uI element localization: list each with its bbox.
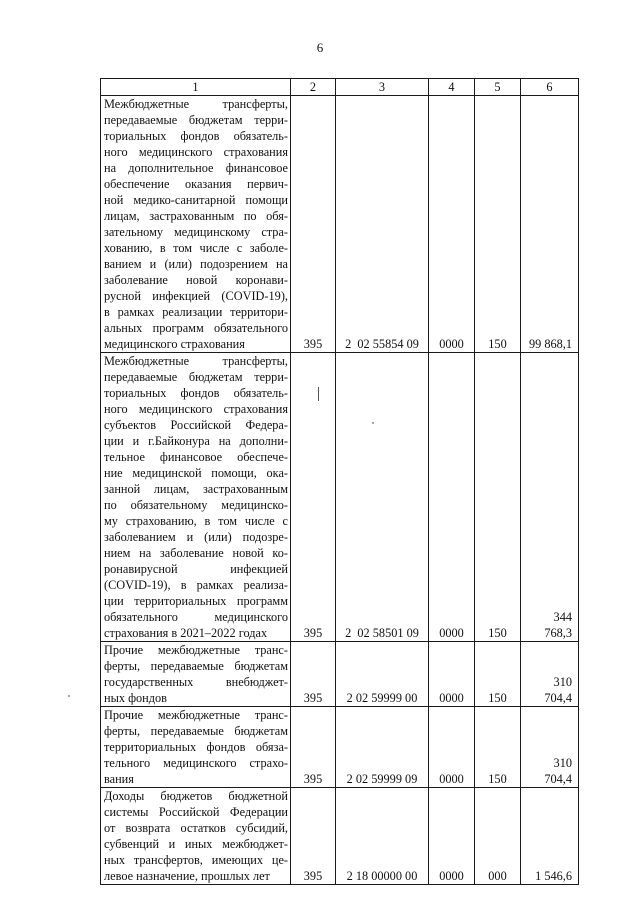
description-line: медицинского страхования xyxy=(104,337,245,351)
description-line: зательному медицинскому стра- xyxy=(104,225,288,239)
description-line: обязательного медицинского xyxy=(104,610,288,624)
description-line: русной инфекцией (COVID-19), xyxy=(104,289,288,303)
header-cell-kosgu: 5 xyxy=(475,79,521,96)
description-line: ции и г.Байконура на дополни- xyxy=(104,434,288,448)
description-line: (COVID-19), в рамках реализа- xyxy=(104,578,288,592)
description-line: тельного медицинского страхо- xyxy=(104,756,288,770)
description-line: Прочие межбюджетные транс- xyxy=(104,708,288,722)
row-classification-code: 2 02 59999 09 xyxy=(336,707,429,788)
description-line: ронавирусной инфекцией xyxy=(104,562,288,576)
description-line: передаваемые бюджетам терри- xyxy=(104,370,288,384)
header-cell-code: 3 xyxy=(336,79,429,96)
description-line: ного медицинского страхования xyxy=(104,145,288,159)
description-line: от возврата остатков субсидий, xyxy=(104,821,288,835)
row-admin-code: 395 xyxy=(291,96,336,353)
description-line: Межбюджетные трансферты, xyxy=(104,97,288,111)
description-line: ванием и (или) подозрением на xyxy=(104,257,288,271)
table-row xyxy=(101,642,579,707)
row-amount: 310 704,4 xyxy=(521,642,579,707)
row-kosgu-code: 000 xyxy=(475,788,521,885)
scan-mark xyxy=(318,387,319,401)
table-row xyxy=(101,788,579,885)
description-line: хованию, в том числе с заболе- xyxy=(104,241,288,255)
description-line: ториальных фондов обязатель- xyxy=(104,129,288,143)
description-line: альных программ обязательного xyxy=(104,321,288,335)
row-description xyxy=(101,707,291,788)
row-amount: 310 704,4 xyxy=(521,707,579,788)
row-admin-code: 395 xyxy=(291,788,336,885)
description-line: ных фондов xyxy=(104,691,167,705)
row-admin-code: 395 xyxy=(291,642,336,707)
header-cell-amount: 6 xyxy=(521,79,579,96)
row-subcode: 0000 xyxy=(429,788,475,885)
scan-speck xyxy=(372,422,374,424)
row-subcode: 0000 xyxy=(429,707,475,788)
description-line: ции территориальных программ xyxy=(104,594,288,608)
description-line: му страхованию, в том числе с xyxy=(104,514,288,528)
scan-speck xyxy=(68,695,70,697)
description-line: занной лицам, застрахованным xyxy=(104,482,288,496)
description-line: ных трансфертов, имеющих це- xyxy=(104,853,288,867)
description-line: в рамках реализации территори- xyxy=(104,305,288,319)
row-subcode: 0000 xyxy=(429,353,475,642)
row-kosgu-code: 150 xyxy=(475,707,521,788)
description-line: субвенций и иных межбюджет- xyxy=(104,837,288,851)
description-line: территориальных фондов обяза- xyxy=(104,740,288,754)
row-kosgu-code: 150 xyxy=(475,96,521,353)
description-line: передаваемые бюджетам терри- xyxy=(104,113,288,127)
row-subcode: 0000 xyxy=(429,96,475,353)
row-classification-code: 2 02 55854 09 xyxy=(336,96,429,353)
description-line: вания xyxy=(104,772,134,786)
description-line: лицам, застрахованным по обя- xyxy=(104,209,288,223)
table-row xyxy=(101,96,579,353)
row-admin-code: 395 xyxy=(291,707,336,788)
description-line: заболевание новой коронави- xyxy=(104,273,288,287)
description-line: ториальных фондов обязатель- xyxy=(104,386,288,400)
row-description xyxy=(101,788,291,885)
page-number: 6 xyxy=(316,40,324,55)
description-line: государственных внебюджет- xyxy=(104,675,288,689)
description-line: на дополнительное финансовое xyxy=(104,161,288,175)
row-subcode: 0000 xyxy=(429,642,475,707)
table-row xyxy=(101,707,579,788)
description-line: системы Российской Федерации xyxy=(104,805,288,819)
row-description xyxy=(101,96,291,353)
row-classification-code: 2 18 00000 00 xyxy=(336,788,429,885)
description-line: Доходы бюджетов бюджетной xyxy=(104,789,288,803)
row-kosgu-code: 150 xyxy=(475,353,521,642)
row-classification-code: 2 02 58501 09 xyxy=(336,353,429,642)
row-amount: 344 768,3 xyxy=(521,353,579,642)
description-line: ферты, передаваемые бюджетам xyxy=(104,724,288,738)
row-description xyxy=(101,353,291,642)
description-line: нием на заболевание новой ко- xyxy=(104,546,288,560)
description-line: Прочие межбюджетные транс- xyxy=(104,643,288,657)
description-line: обеспечение оказания первич- xyxy=(104,177,288,191)
description-line: по обязательному медицинско- xyxy=(104,498,288,512)
description-line: ние медицинской помощи, ока- xyxy=(104,466,288,480)
header-cell-subcode: 4 xyxy=(429,79,475,96)
row-admin-code: 395 xyxy=(291,353,336,642)
row-amount: 99 868,1 xyxy=(521,96,579,353)
row-kosgu-code: 150 xyxy=(475,642,521,707)
description-line: ного медицинского страхования xyxy=(104,402,288,416)
header-cell-admin: 2 xyxy=(291,79,336,96)
description-line: ферты, передаваемые бюджетам xyxy=(104,659,288,673)
row-amount: 1 546,6 xyxy=(521,788,579,885)
table-row xyxy=(101,353,579,642)
description-line: левое назначение, прошлых лет xyxy=(104,869,270,883)
description-line: заболеванием и (или) подозре- xyxy=(104,530,288,544)
description-line: ной медико-санитарной помощи xyxy=(104,193,288,207)
row-classification-code: 2 02 59999 00 xyxy=(336,642,429,707)
table-header-row xyxy=(101,79,579,96)
row-description xyxy=(101,642,291,707)
description-line: Межбюджетные трансферты, xyxy=(104,354,288,368)
description-line: субъектов Российской Федера- xyxy=(104,418,288,432)
description-line: тельное финансовое обеспече- xyxy=(104,450,288,464)
header-cell-description: 1 xyxy=(101,79,291,96)
description-line: страхования в 2021–2022 годах xyxy=(104,626,268,640)
budget-table xyxy=(100,78,579,885)
